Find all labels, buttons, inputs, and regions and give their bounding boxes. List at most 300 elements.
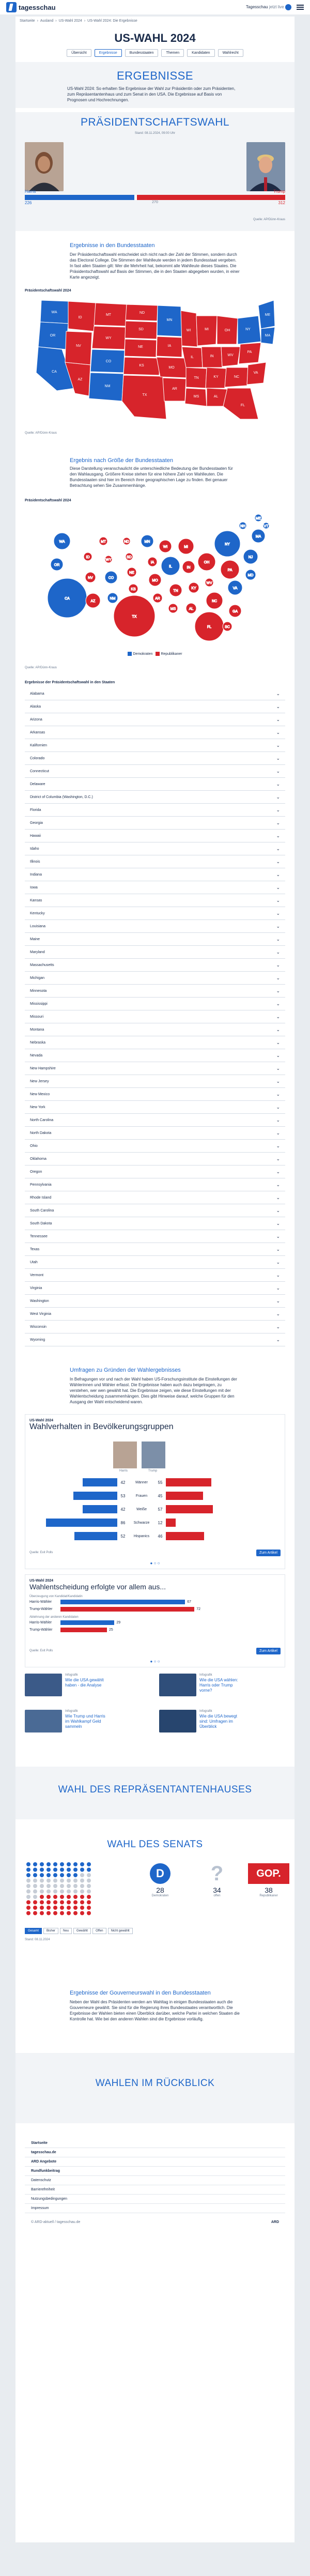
state-row[interactable] xyxy=(25,1230,285,1243)
seat-dot xyxy=(60,1879,64,1883)
state-name: Maine xyxy=(30,937,40,941)
state-row[interactable] xyxy=(25,687,285,700)
state-name: Hawaii xyxy=(30,834,41,838)
footer-link[interactable]: ARD Angebote xyxy=(25,2157,285,2167)
value-bar xyxy=(60,1620,114,1625)
play-icon xyxy=(285,4,291,10)
breadcrumb xyxy=(16,17,295,25)
chevron-down-icon: ⌄ xyxy=(276,703,280,709)
results-section xyxy=(16,62,295,108)
chevron-down-icon: ⌄ xyxy=(276,1039,280,1045)
seat-dot xyxy=(47,1862,51,1866)
state-row[interactable] xyxy=(25,791,285,804)
us-map xyxy=(31,295,279,424)
motivation-chart xyxy=(25,1574,285,1667)
svg-text:NE: NE xyxy=(138,345,143,349)
filter-chip[interactable]: Gewählt xyxy=(73,1928,91,1934)
governors-section xyxy=(16,1990,295,2032)
state-name: Pennsylvania xyxy=(30,1183,52,1187)
state-name: Maryland xyxy=(30,950,45,954)
chart1-row xyxy=(29,1516,281,1529)
state-row[interactable] xyxy=(25,1088,285,1101)
harris-bar xyxy=(46,1519,117,1527)
harris-bar xyxy=(83,1505,117,1513)
state-row[interactable] xyxy=(25,1036,285,1049)
seat-dot xyxy=(53,1873,57,1877)
teaser-grid xyxy=(25,1674,285,1756)
seat-dot xyxy=(53,1911,57,1915)
seat-dot xyxy=(40,1911,44,1915)
senate-note: Stand: 08.11.2024 xyxy=(25,1938,50,1941)
svg-text:IN: IN xyxy=(187,566,191,570)
governors-title: Ergebnisse der Gouverneurswahl in den Bundesstaaten xyxy=(70,1990,211,1996)
state-name: South Carolina xyxy=(30,1208,54,1213)
breadcrumb-item[interactable]: Startseite xyxy=(20,19,35,23)
state-row[interactable] xyxy=(25,713,285,726)
row-label: Trump-Wähler xyxy=(29,1628,53,1632)
footer-link[interactable]: tagesschau.de xyxy=(25,2148,285,2157)
chevron-down-icon: ⌄ xyxy=(276,1026,280,1032)
teaser-card[interactable] xyxy=(25,1674,154,1705)
chart1-title: Wahlverhalten in Bevölkerungsgruppen xyxy=(29,1422,174,1431)
filter-chip[interactable]: Gesamt xyxy=(25,1928,42,1934)
seat-dot xyxy=(73,1884,78,1888)
svg-text:IA: IA xyxy=(150,561,154,564)
value-bar xyxy=(60,1607,194,1612)
state-row[interactable] xyxy=(25,765,285,778)
state-row[interactable] xyxy=(25,855,285,868)
state-row[interactable] xyxy=(25,920,285,933)
seat-dot xyxy=(67,1862,71,1866)
senate-filter-chips xyxy=(25,1928,133,1934)
seat-dot xyxy=(87,1900,91,1905)
row-value: 29 xyxy=(116,1620,121,1624)
svg-text:MN: MN xyxy=(166,318,173,322)
state-name: North Dakota xyxy=(30,1131,52,1135)
filter-chip[interactable]: Nicht gewählt xyxy=(108,1928,133,1934)
svg-text:NV: NV xyxy=(88,576,93,580)
state-row[interactable] xyxy=(25,1204,285,1217)
teaser-title: Wie die USA bewegt sind: Umfragen im Überblick xyxy=(199,1714,237,1729)
harris-bar xyxy=(25,195,134,200)
chevron-down-icon: ⌄ xyxy=(276,936,280,942)
state-name: Indiana xyxy=(30,872,42,877)
chart1-harris-label: Harris xyxy=(119,1469,128,1473)
president-updated: Stand: 08.11.2024, 09:00 Uhr xyxy=(134,132,176,135)
seat-dot xyxy=(53,1879,57,1883)
seat-dot xyxy=(87,1890,91,1894)
menu-icon[interactable] xyxy=(297,5,304,10)
harris-value: 52 xyxy=(120,1534,126,1539)
state-row[interactable] xyxy=(25,1140,285,1153)
seat-dot xyxy=(40,1879,44,1883)
chevron-down-icon: ⌄ xyxy=(276,1117,280,1123)
state-row[interactable] xyxy=(25,1166,285,1178)
trump-value: 57 xyxy=(158,1507,163,1512)
svg-text:OR: OR xyxy=(50,334,56,338)
svg-text:NV: NV xyxy=(76,344,81,348)
chart2-kicker: US-Wahl 2024 xyxy=(29,1579,54,1583)
row-label: Trump-Wähler xyxy=(29,1607,53,1611)
state-row[interactable] xyxy=(25,907,285,920)
svg-text:AL: AL xyxy=(213,395,219,398)
chevron-down-icon: ⌄ xyxy=(276,871,280,877)
trump-value: 12 xyxy=(158,1520,163,1525)
svg-text:SD: SD xyxy=(127,556,132,559)
svg-text:AR: AR xyxy=(172,387,177,391)
seat-dot xyxy=(60,1868,64,1872)
teaser-card[interactable] xyxy=(159,1710,288,1741)
state-row[interactable] xyxy=(25,894,285,907)
seat-dot xyxy=(53,1900,57,1905)
state-row[interactable] xyxy=(25,1178,285,1191)
state-row[interactable] xyxy=(25,868,285,881)
state-row[interactable] xyxy=(25,1243,285,1256)
state-row[interactable] xyxy=(25,1023,285,1036)
state-row[interactable] xyxy=(25,842,285,855)
chevron-down-icon: ⌄ xyxy=(276,1246,280,1252)
state-row[interactable] xyxy=(25,1101,285,1114)
chart1-source: Quelle: Exit Polls xyxy=(29,1551,53,1554)
trump-value: 46 xyxy=(158,1534,163,1539)
state-row[interactable] xyxy=(25,752,285,765)
value-bar xyxy=(60,1600,185,1604)
chevron-down-icon: ⌄ xyxy=(276,1001,280,1006)
svg-text:GA: GA xyxy=(232,610,238,614)
state-row[interactable] xyxy=(25,1282,285,1295)
seat-dot xyxy=(33,1884,37,1888)
chevron-down-icon: ⌄ xyxy=(276,1130,280,1136)
trump-bar xyxy=(137,195,285,200)
chevron-down-icon: ⌄ xyxy=(276,1052,280,1058)
state-row[interactable] xyxy=(25,804,285,817)
state-name: Kalifornien xyxy=(30,743,48,747)
rep-label: Republikaner xyxy=(259,1894,278,1897)
svg-text:NY: NY xyxy=(245,328,251,331)
tab-4[interactable]: Kandidaten xyxy=(187,49,214,57)
state-row[interactable] xyxy=(25,739,285,752)
state-row[interactable] xyxy=(25,946,285,959)
retro-title: WAHLEN IM RÜCKBLICK xyxy=(95,2078,215,2089)
chevron-down-icon: ⌄ xyxy=(276,1014,280,1019)
harris-bar xyxy=(74,1532,117,1540)
seat-dot xyxy=(26,1879,30,1883)
state-row[interactable] xyxy=(25,726,285,739)
trump-bar xyxy=(166,1505,213,1513)
state-row[interactable] xyxy=(25,1049,285,1062)
chevron-down-icon: ⌄ xyxy=(276,1220,280,1226)
state-row[interactable] xyxy=(25,959,285,972)
seat-dot xyxy=(60,1862,64,1866)
seat-dot xyxy=(87,1868,91,1872)
seat-dot xyxy=(67,1890,71,1894)
chevron-down-icon: ⌄ xyxy=(276,755,280,761)
state-row[interactable] xyxy=(25,830,285,842)
president-section xyxy=(16,112,295,231)
state-row[interactable] xyxy=(25,1333,285,1346)
seat-dot xyxy=(87,1906,91,1910)
svg-text:VT: VT xyxy=(264,525,269,528)
state-row[interactable] xyxy=(25,998,285,1010)
seat-dot xyxy=(47,1906,51,1910)
chevron-down-icon: ⌄ xyxy=(276,988,280,993)
svg-text:IN: IN xyxy=(210,355,214,358)
seat-dot xyxy=(47,1884,51,1888)
filter-chip[interactable]: Bisher xyxy=(43,1928,58,1934)
chevron-down-icon: ⌄ xyxy=(276,1104,280,1110)
footer-link[interactable]: Barrierefreiheit xyxy=(25,2185,285,2195)
svg-text:NH: NH xyxy=(240,525,246,528)
footer-link[interactable]: Datenschutz xyxy=(25,2176,285,2185)
breadcrumb-item[interactable]: Ausland xyxy=(40,19,54,23)
svg-text:CA: CA xyxy=(65,597,70,601)
seat-dot xyxy=(53,1868,57,1872)
svg-text:WA: WA xyxy=(51,311,57,314)
teaser-card[interactable] xyxy=(159,1674,288,1705)
seat-dot xyxy=(26,1911,30,1915)
chevron-down-icon: ⌄ xyxy=(276,1169,280,1174)
seat-dot xyxy=(87,1895,91,1899)
chart1-pager[interactable]: ● ○ ○ xyxy=(150,1561,160,1566)
harris-value: 86 xyxy=(120,1520,126,1525)
senate-title: WAHL DES SENATS xyxy=(107,1839,203,1850)
chart2-row xyxy=(29,1626,281,1633)
seat-dot xyxy=(26,1895,30,1899)
seat-dot xyxy=(80,1911,84,1915)
state-row[interactable] xyxy=(25,1114,285,1127)
teaser-kicker: Infografik xyxy=(199,1710,212,1713)
svg-text:CA: CA xyxy=(52,370,57,374)
svg-text:MA: MA xyxy=(255,535,261,539)
svg-text:NM: NM xyxy=(110,597,116,601)
breadcrumb-separator: › xyxy=(37,19,38,23)
bubble-section xyxy=(16,448,295,676)
bubble-legend: Demokraten Republikaner xyxy=(16,652,295,656)
seat-dot xyxy=(33,1890,37,1894)
svg-text:IA: IA xyxy=(167,344,172,348)
state-name: New Hampshire xyxy=(30,1066,56,1070)
seat-dot xyxy=(73,1879,78,1883)
svg-text:VA: VA xyxy=(233,587,238,590)
live-button[interactable]: Tagesschau jetzt live xyxy=(246,4,291,10)
seat-dot xyxy=(40,1890,44,1894)
harris-portrait xyxy=(25,142,64,191)
state-row[interactable] xyxy=(25,1010,285,1023)
tab-3[interactable]: Themen xyxy=(161,49,184,57)
svg-text:ID: ID xyxy=(78,316,82,319)
state-row[interactable] xyxy=(25,1256,285,1269)
bubble-title: Ergebnis nach Größe der Bundesstaaten xyxy=(70,457,173,464)
state-row[interactable] xyxy=(25,1191,285,1204)
seat-dot xyxy=(60,1895,64,1899)
chevron-down-icon: ⌄ xyxy=(276,781,280,787)
chevron-down-icon: ⌄ xyxy=(276,962,280,968)
state-name: Texas xyxy=(30,1247,40,1251)
seat-dot xyxy=(53,1862,57,1866)
state-row[interactable] xyxy=(25,1321,285,1333)
svg-text:ME: ME xyxy=(265,313,271,317)
state-name: Wyoming xyxy=(30,1338,45,1342)
state-name: Louisiana xyxy=(30,924,45,928)
chart1-link[interactable]: Zum Artikel xyxy=(256,1550,281,1556)
state-row[interactable] xyxy=(25,972,285,985)
tab-1[interactable]: Ergebnisse xyxy=(95,49,122,57)
trump-bar xyxy=(166,1492,203,1500)
seat-dot xyxy=(60,1873,64,1877)
ard-logo[interactable]: ARD xyxy=(271,2220,279,2224)
dem-seats: 28 xyxy=(156,1886,164,1894)
seat-dot xyxy=(26,1890,30,1894)
state-name: Iowa xyxy=(30,885,38,890)
state-row[interactable] xyxy=(25,1217,285,1230)
house-title: WAHL DES REPRÄSENTANTENHAUSES xyxy=(58,1784,252,1795)
teaser-card[interactable] xyxy=(25,1710,154,1741)
teaser-title: Wie die USA gewählt haben - die Analyse xyxy=(65,1678,104,1688)
seat-dot xyxy=(26,1873,30,1877)
footer-link[interactable]: Nutzungsbedingungen xyxy=(25,2195,285,2204)
svg-text:KS: KS xyxy=(139,364,144,367)
harris-name: Harris xyxy=(25,189,36,194)
chevron-down-icon: ⌄ xyxy=(276,923,280,929)
seat-dot xyxy=(33,1911,37,1915)
harris-bar xyxy=(73,1492,117,1500)
state-row[interactable] xyxy=(25,1127,285,1140)
tab-0[interactable]: Übersicht xyxy=(67,49,91,57)
svg-text:ND: ND xyxy=(139,311,145,315)
svg-text:MT: MT xyxy=(105,313,112,317)
seat-dot xyxy=(80,1895,84,1899)
svg-text:NM: NM xyxy=(104,385,111,388)
chevron-down-icon: ⌄ xyxy=(276,1233,280,1239)
demographics-chart xyxy=(25,1414,285,1569)
bubble-map xyxy=(31,505,279,645)
svg-text:MO: MO xyxy=(168,366,175,370)
seat-dot xyxy=(60,1900,64,1905)
chart2-pager[interactable]: ● ○ ○ xyxy=(150,1659,160,1664)
threshold: 270 xyxy=(152,201,158,204)
state-name: West Virginia xyxy=(30,1312,51,1316)
breadcrumb-item[interactable]: US-Wahl 2024: Die Ergebnisse xyxy=(87,19,137,23)
teaser-title: Wie Trump und Harris im Wahlkampf Geld sammeln xyxy=(65,1714,105,1729)
seat-dot xyxy=(33,1895,37,1899)
bubble-source: Quelle: AP/Dünn-Kraus xyxy=(25,666,57,669)
tab-2[interactable]: Bundesstaaten xyxy=(125,49,159,57)
footer-link[interactable]: Rundfunkbeitrag xyxy=(25,2167,285,2176)
chevron-down-icon: ⌄ xyxy=(276,1298,280,1304)
chevron-down-icon: ⌄ xyxy=(276,1272,280,1278)
svg-text:ND: ND xyxy=(123,540,130,544)
state-row[interactable] xyxy=(25,1269,285,1282)
seat-dot xyxy=(80,1884,84,1888)
state-name: District of Columbia (Washington, D.C.) xyxy=(30,795,93,799)
chevron-down-icon: ⌄ xyxy=(276,846,280,851)
seat-dot xyxy=(67,1868,71,1872)
gop-logo-icon: GOP. xyxy=(248,1863,289,1884)
chart1-row xyxy=(29,1529,281,1543)
chevron-down-icon: ⌄ xyxy=(276,742,280,748)
chart1-trump-label: Trump xyxy=(148,1469,158,1473)
state-name: Utah xyxy=(30,1260,38,1264)
seat-dot xyxy=(33,1900,37,1905)
state-name: Arkansas xyxy=(30,730,45,734)
seat-dot xyxy=(33,1879,37,1883)
seat-dot xyxy=(47,1879,51,1883)
state-name: Idaho xyxy=(30,847,39,851)
bubble-label: Präsidentschaftswahl 2024 xyxy=(25,499,71,502)
tagesschau-logo[interactable]: tagesschau xyxy=(6,2,56,12)
svg-text:AR: AR xyxy=(155,597,160,601)
state-row[interactable] xyxy=(25,700,285,713)
state-row[interactable] xyxy=(25,1295,285,1308)
state-row[interactable] xyxy=(25,933,285,946)
state-row[interactable] xyxy=(25,985,285,998)
state-row[interactable] xyxy=(25,1308,285,1321)
state-name: Alaska xyxy=(30,704,41,709)
seat-dot xyxy=(40,1868,44,1872)
seat-dot xyxy=(80,1868,84,1872)
seat-dot xyxy=(73,1906,78,1910)
seat-dot xyxy=(73,1911,78,1915)
seat-dot xyxy=(60,1884,64,1888)
seat-dot xyxy=(47,1873,51,1877)
chart1-row xyxy=(29,1489,281,1502)
state-name: New Jersey xyxy=(30,1079,49,1083)
electoral-bar xyxy=(25,195,285,200)
state-row[interactable] xyxy=(25,817,285,830)
bubble-text: Diese Darstellung veranschaulicht die unterschiedliche Bedeutung der Bundesstaaten für den Wahlausgang. Größere Kreise stehen für eine höhere Zahl von Wahlleuten. Die Bundesstaaten sind hier im Bereich ihrer geographischen Lage zu finden. Bei genauer Betrachtung sehen Sie Zusammenhänge. xyxy=(70,466,233,488)
chevron-down-icon: ⌄ xyxy=(276,1078,280,1084)
state-row[interactable] xyxy=(25,1075,285,1088)
svg-text:AZ: AZ xyxy=(78,378,83,381)
state-row[interactable] xyxy=(25,881,285,894)
seat-dot xyxy=(53,1884,57,1888)
seat-dot xyxy=(80,1879,84,1883)
rep-block xyxy=(248,1863,289,1897)
filter-chip[interactable]: Neu xyxy=(60,1928,72,1934)
filter-chip[interactable]: Offen xyxy=(92,1928,106,1934)
seat-dot xyxy=(73,1895,78,1899)
footer-link[interactable]: Startseite xyxy=(25,2139,285,2148)
row-label: Hispanics xyxy=(133,1534,150,1538)
seat-dot xyxy=(80,1873,84,1877)
svg-text:WV: WV xyxy=(227,354,234,357)
svg-text:MD: MD xyxy=(247,574,254,577)
chart2-link[interactable]: Zum Artikel xyxy=(256,1648,281,1654)
state-name: South Dakota xyxy=(30,1221,52,1225)
state-name: Michigan xyxy=(30,976,45,980)
state-name: Missouri xyxy=(30,1015,44,1019)
seat-dot xyxy=(73,1890,78,1894)
chevron-down-icon: ⌄ xyxy=(276,1259,280,1265)
copyright: © ARD-aktuell / tagesschau.de xyxy=(31,2220,81,2224)
state-row[interactable] xyxy=(25,1153,285,1166)
state-name: Rhode Island xyxy=(30,1195,52,1200)
state-row[interactable] xyxy=(25,778,285,791)
seat-dot xyxy=(26,1884,30,1888)
chart2-group1: Überzeugung von Kandidat/Kandidatin xyxy=(29,1595,83,1598)
retro-section xyxy=(16,2053,295,2123)
seat-dot xyxy=(26,1900,30,1905)
state-row[interactable] xyxy=(25,1062,285,1075)
seat-dot xyxy=(80,1906,84,1910)
row-label: Frauen xyxy=(135,1494,148,1498)
footer-link[interactable]: Impressum xyxy=(25,2204,285,2213)
breadcrumb-item[interactable]: US-Wahl 2024 xyxy=(58,19,82,23)
tab-5[interactable]: Wahlrecht xyxy=(218,49,243,57)
results-title: ERGEBNISSE xyxy=(116,69,194,82)
seat-dot xyxy=(40,1862,44,1866)
seat-dot xyxy=(67,1879,71,1883)
